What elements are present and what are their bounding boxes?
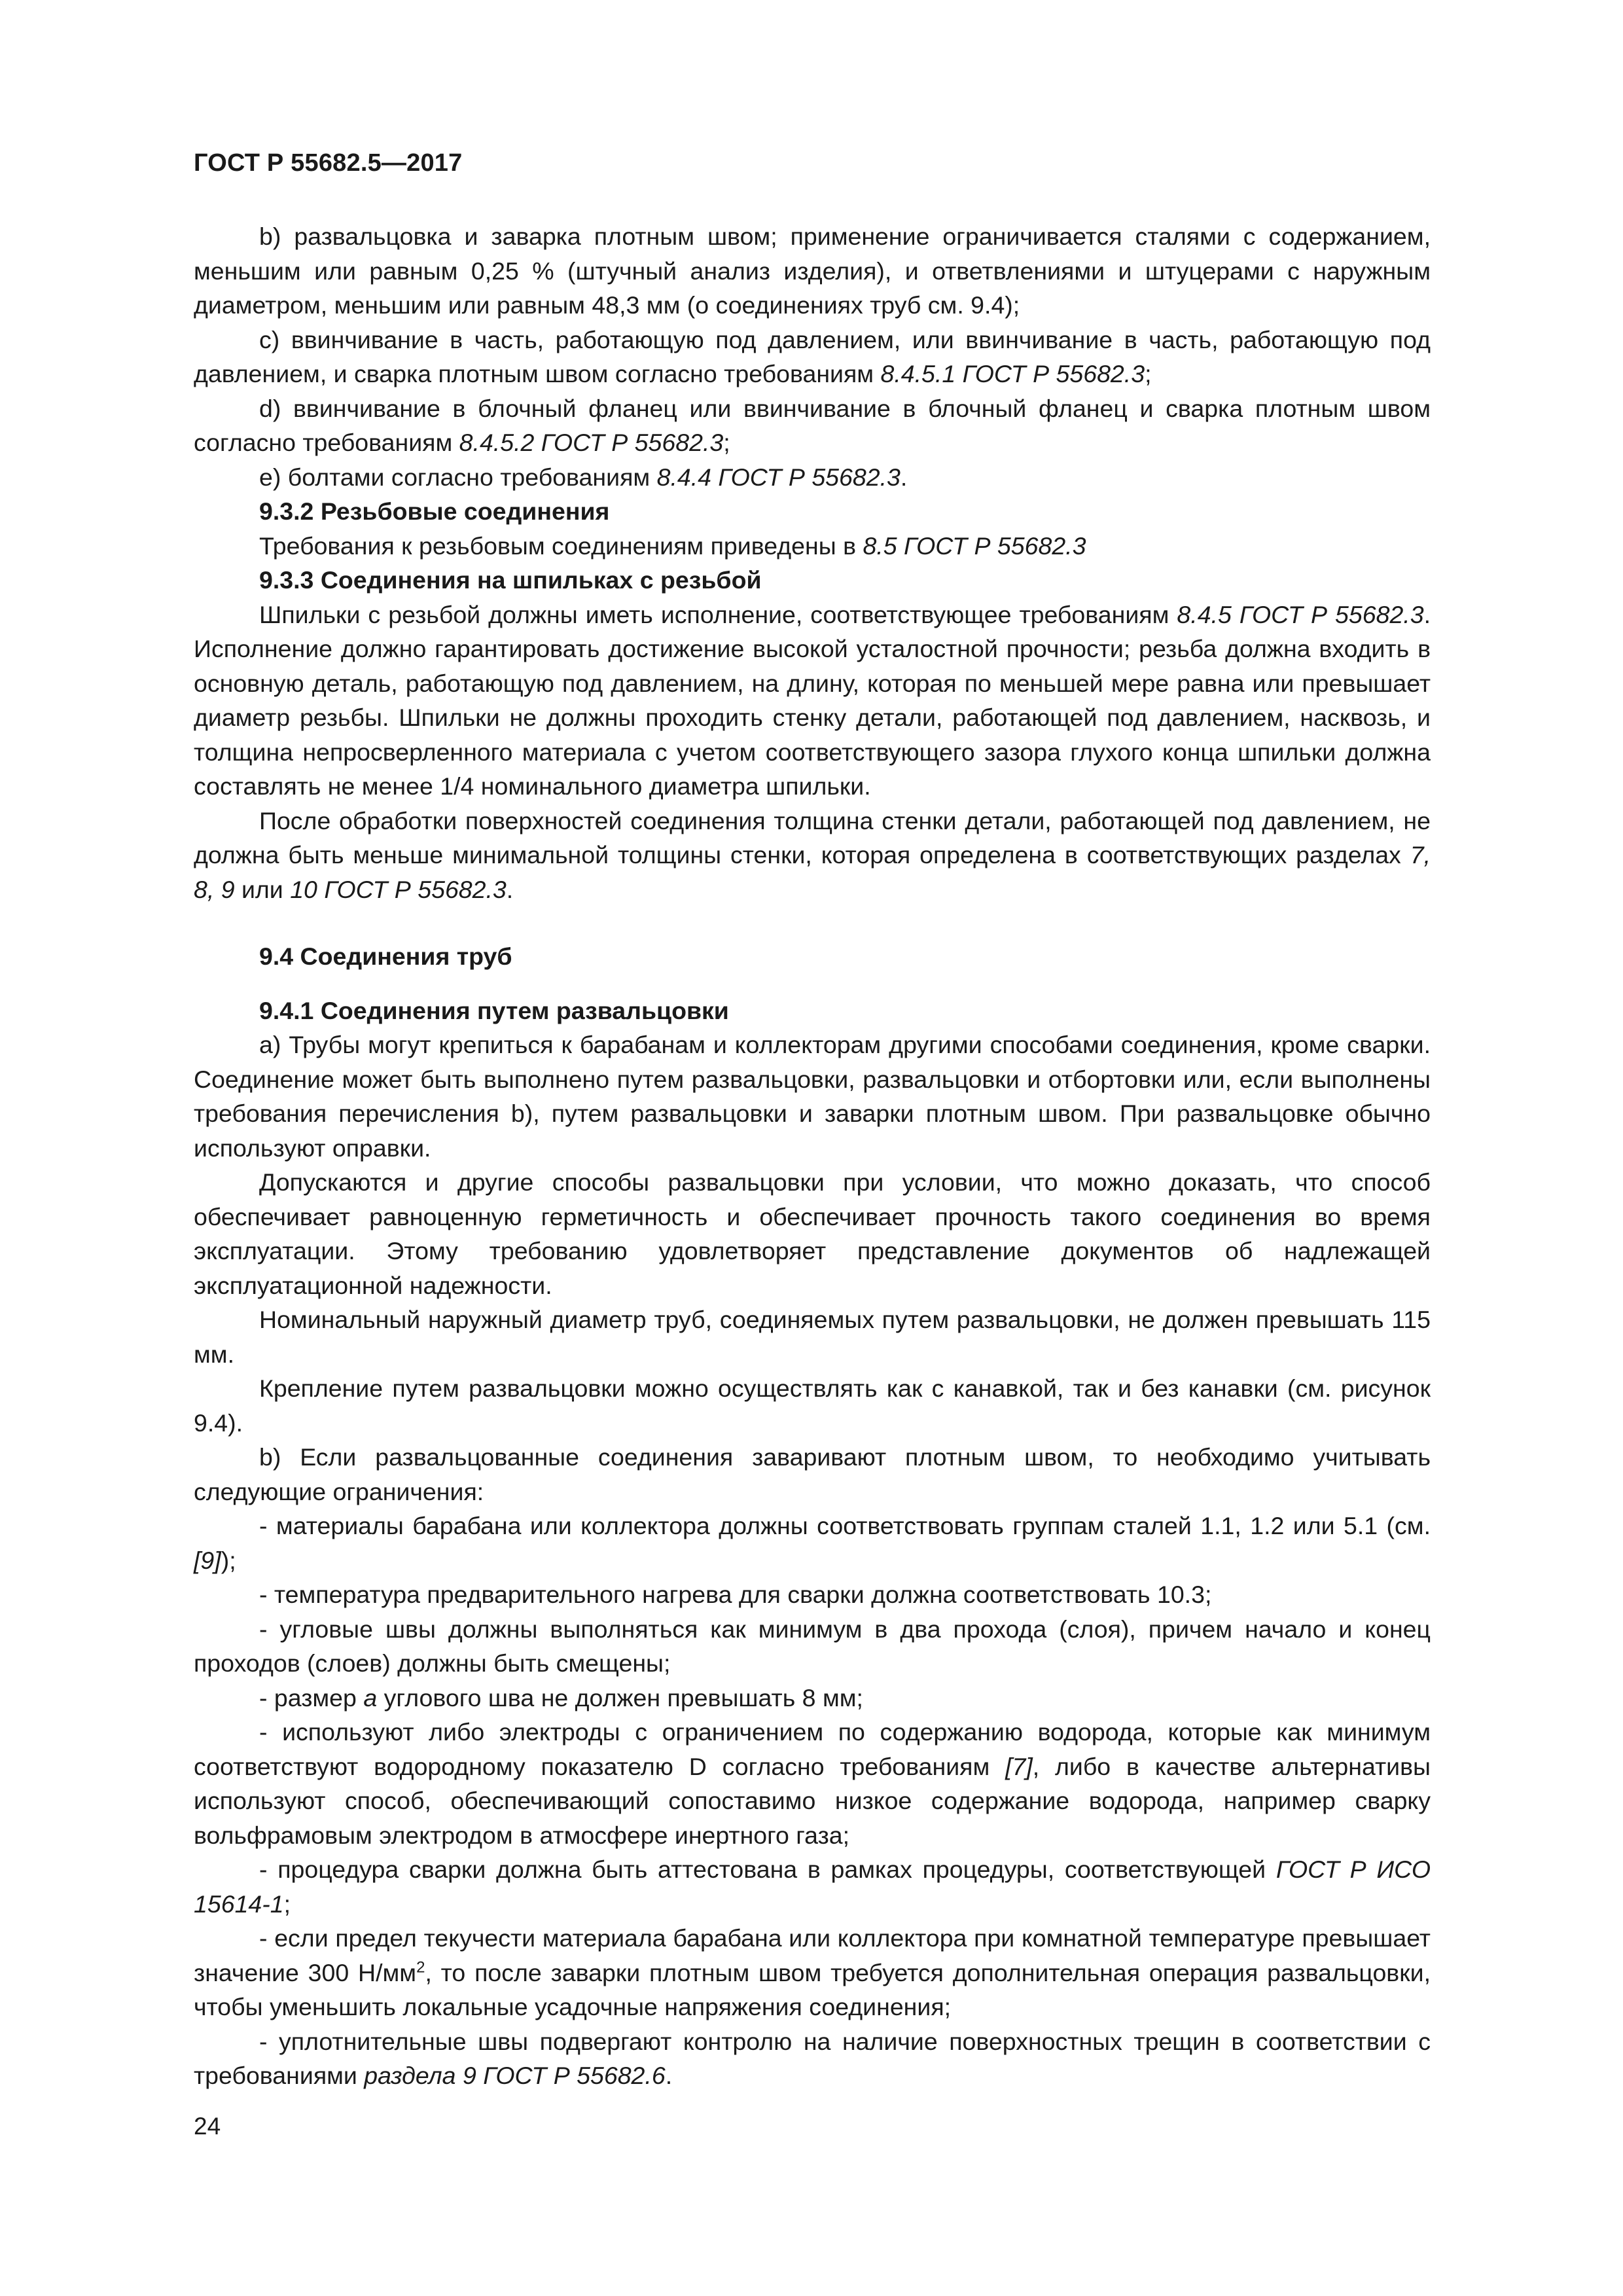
standard-reference: 8.4.5.2 ГОСТ Р 55682.3	[459, 429, 724, 456]
paragraph-text: - используют либо электроды с ограничением по содержанию водорода, которые как минимум соответствуют водородному показателю D согласно требованиям	[194, 1718, 1431, 1780]
heading-9-4-1: 9.4.1 Соединения путем развальцовки	[259, 996, 729, 1024]
paragraph-text: . Исполнение должно гарантировать достижение высокой усталостной прочности; резьба должна входить в основную деталь, работающую под давлением, на длину, которая по меньшей мере равна или превышает диаметр резьбы. Шпильки не должны проходить стенку детали, работающей под давлением, насквозь, и толщина непросверленного материала с учетом соответствующего зазора глухого конца шпильки должна составлять не менее 1/4 номинального диаметра шпильки.	[194, 600, 1431, 800]
standard-reference: ГОСТ Р ИСО 15614-1	[194, 1856, 1431, 1918]
paragraph-text: , то после заварки плотным швом требуется дополнительная операция развальцовки, чтобы уменьшить локальные усадочные напряжения соединения;	[194, 1958, 1431, 2020]
list-item-procedure	[194, 1852, 1431, 1921]
paragraph-item-b	[194, 219, 1431, 323]
paragraph-text: c) ввинчивание в часть, работающую под давлением, или ввинчивание в часть, работающую под давлением, и сварка плотным швом согласно требованиям	[194, 325, 1431, 387]
paragraph-text: - если предел текучести материала барабана или коллектора при комнатной температуре превышает значение 300 Н/мм	[194, 1924, 1431, 1986]
list-item-crack-inspection	[194, 2024, 1431, 2093]
paragraph-studs	[194, 598, 1431, 804]
paragraph-text: ;	[723, 429, 730, 456]
paragraph-item-a-tubes: a) Трубы могут крепиться к барабанам и коллекторам другими способами соединения, кроме сварки. Соединение может быть выполнено путем развальцовки, развальцовки и отбортовки или, если выполнены требования перечисления b), путем развальцовки и заварки плотным швом. При развальцовке обычно используют оправки.	[194, 1031, 1431, 1162]
paragraph-text: ;	[283, 1890, 291, 1918]
paragraph-text: e) болтами согласно требованиям	[259, 463, 657, 491]
standard-reference: 8.5 ГОСТ Р 55682.3	[863, 531, 1086, 560]
variable-symbol: a	[363, 1683, 378, 1712]
paragraph-text: b) развальцовка и заварка плотным швом; применение ограничивается сталями с содержанием, меньшим или равным 0,25 % (штучный анализ изделия), и ответвлениями и штуцерами с наружным диаметром, меньшим или равным 48,3 мм (о соединениях труб см. 9.4);	[194, 223, 1431, 319]
list-item-yield-strength	[194, 1921, 1431, 2024]
paragraph-text: Шпильки с резьбой должны иметь исполнение, соответствующее требованиям	[259, 600, 1177, 628]
list-item-weld-size	[194, 1681, 1431, 1715]
heading-9-3-2: 9.3.2 Резьбовые соединения	[259, 497, 610, 525]
paragraph-text: После обработки поверхностей соединения толщина стенки детали, работающей под давлением, не должна быть меньше минимальной толщины стенки, которая определена в соответствующих разделах	[194, 806, 1431, 869]
superscript: 2	[416, 1958, 425, 1976]
standard-reference: раздела 9 ГОСТ Р 55682.6	[364, 2062, 666, 2089]
paragraph-text: .	[506, 875, 514, 903]
paragraph-text: - процедура сварки должна быть аттестована в рамках процедуры, соответствующей	[259, 1856, 1276, 1883]
paragraph-item-c	[194, 323, 1431, 391]
paragraph-text: .	[665, 2062, 673, 2089]
paragraph-text: или	[234, 875, 291, 903]
paragraph-text: углового шва не должен превышать 8 мм;	[377, 1683, 863, 1712]
document-body	[194, 219, 1431, 2093]
paragraph-item-b-sealing: b) Если развальцованные соединения заваривают плотным швом, то необходимо учитывать следующие ограничения:	[194, 1443, 1431, 1505]
paragraph-threaded-joints	[194, 529, 1431, 564]
paragraph-text: - материалы барабана или коллектора должны соответствовать группам сталей 1.1, 1.2 или 5.1 (см.	[259, 1512, 1431, 1539]
document-code-header: ГОСТ Р 55682.5—2017	[194, 149, 463, 177]
section-reference: 7, 8, 9	[194, 841, 1431, 903]
standard-reference: 10 ГОСТ Р 55682.3	[290, 875, 507, 903]
list-item-preheat: - температура предварительного нагрева для сварки должна соответствовать 10.3;	[259, 1581, 1212, 1608]
paragraph-text: , либо в качестве альтернативы используют способ, обеспечивающий сопоставимо низкое содержание водорода, например сварку вольфрамовым электродом в атмосфере инертного газа;	[194, 1752, 1431, 1849]
standard-reference: 8.4.4 ГОСТ Р 55682.3	[656, 463, 901, 491]
paragraph-text: ;	[1145, 360, 1152, 387]
bibliography-reference: [9]	[194, 1546, 221, 1574]
list-item-fillet-passes: - угловые швы должны выполняться как минимум в два прохода (слоя), причем начало и конец проходов (слоев) должны быть смещены;	[194, 1615, 1431, 1677]
heading-9-3-3: 9.3.3 Соединения на шпильках с резьбой	[259, 566, 762, 594]
standard-reference: 8.4.5 ГОСТ Р 55682.3	[1177, 600, 1424, 628]
paragraph-other-methods: Допускаются и другие способы развальцовки при условии, что можно доказать, что способ обеспечивает равноценную герметичность и обеспечивает прочность такого соединения во время эксплуатации. Этому требованию удовлетворяет представление документов об надлежащей эксплуатационной надежности.	[194, 1168, 1431, 1299]
bibliography-reference: [7]	[1005, 1752, 1033, 1780]
paragraph-text: d) ввинчивание в блочный фланец или ввинчивание в блочный фланец и сварка плотным швом согласно требованиям	[194, 394, 1431, 456]
paragraph-text: - размер	[259, 1683, 364, 1712]
paragraph-text: - уплотнительные швы подвергают контролю на наличие поверхностных трещин в соответствии с требованиями	[194, 2027, 1431, 2089]
list-item-electrodes	[194, 1715, 1431, 1852]
page-number: 24	[194, 2113, 221, 2140]
paragraph-nominal-diameter: Номинальный наружный диаметр труб, соединяемых путем развальцовки, не должен превышать 115 мм.	[194, 1306, 1431, 1368]
standard-reference: 8.4.5.1 ГОСТ Р 55682.3	[880, 360, 1145, 387]
paragraph-item-e	[194, 460, 1431, 495]
heading-9-4: 9.4 Соединения труб	[259, 942, 512, 970]
paragraph-text: );	[221, 1546, 236, 1574]
paragraph-wall-thickness	[194, 804, 1431, 907]
paragraph-groove: Крепление путем развальцовки можно осуществлять как с канавкой, так и без канавки (см. рисунок 9.4).	[194, 1374, 1431, 1437]
paragraph-text: Требования к резьбовым соединениям приведены в	[259, 531, 863, 560]
list-item-steel-groups	[194, 1509, 1431, 1577]
paragraph-text: .	[900, 463, 908, 491]
paragraph-item-d	[194, 391, 1431, 460]
